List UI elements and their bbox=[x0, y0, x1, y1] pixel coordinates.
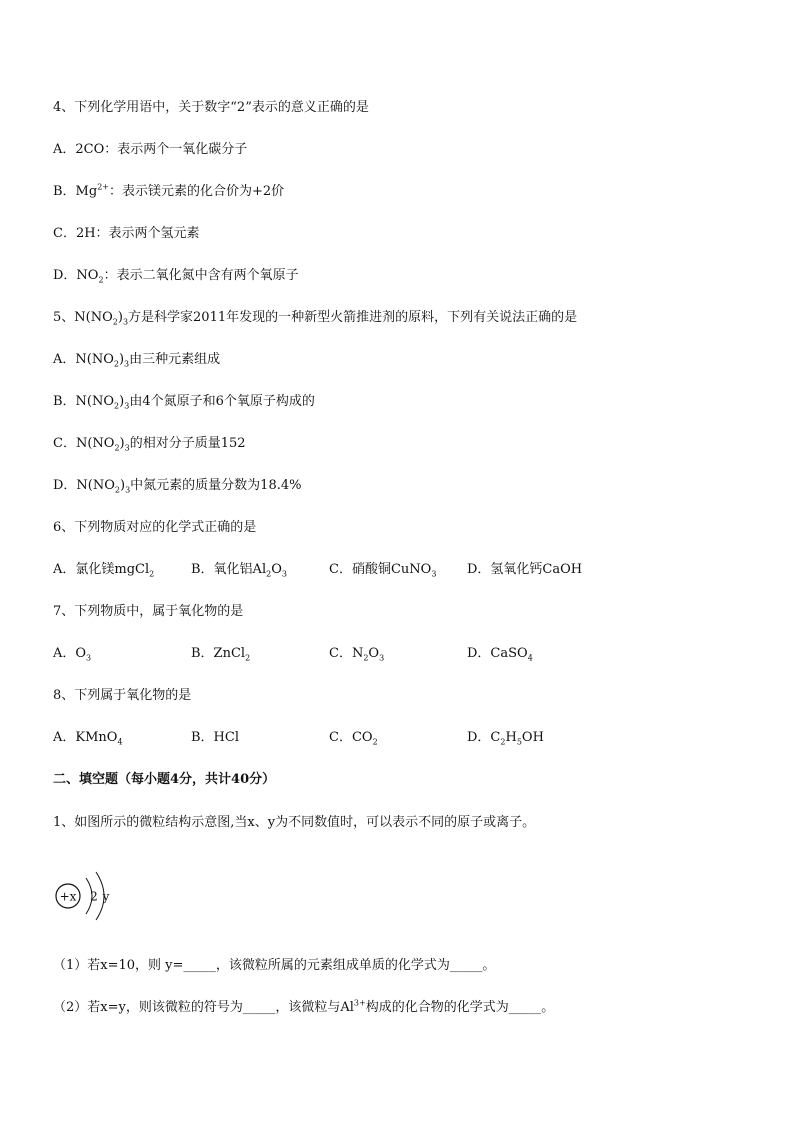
q6-options bbox=[53, 561, 753, 579]
q4-option-d: D．$NO_2$：表示二氧化氮中含有两个氧原子 bbox=[53, 268, 299, 285]
q5-option-b: B．$N(NO_2)_3$由4个氮原子和6个氧原子构成的 bbox=[53, 394, 315, 411]
q8-option-c: C．$CO_2$ bbox=[329, 730, 378, 747]
fill1-part2: （2）若x=y，则该微粒的符号为_____，该微粒与$Al^{3+}$构成的化合物的化学式为_____。 bbox=[53, 998, 555, 1015]
q6-stem: 6、下列物质对应的化学式正确的是 bbox=[53, 520, 257, 535]
q5-option-a: A．$N(NO_2)_3$由三种元素组成 bbox=[53, 352, 221, 369]
q7-options bbox=[53, 645, 753, 663]
fill1-stem: 1、如图所示的微粒结构示意图,当x、y为不同数值时，可以表示不同的原子或离子。 bbox=[53, 815, 536, 830]
q5-option-c: C．$N(NO_2)_3$的相对分子质量152 bbox=[53, 436, 246, 453]
q4-option-a: A．2CO：表示两个一氧化碳分子 bbox=[53, 142, 248, 157]
atom-structure-diagram bbox=[52, 856, 132, 936]
q6-option-d: D．氢氧化钙CaOH bbox=[467, 562, 583, 577]
section-title: 二、填空题（每小题4分，共计40分） bbox=[53, 772, 276, 787]
inner-shell-electrons: 2 bbox=[90, 889, 98, 904]
q8-option-d: D．$C_2H_5OH$ bbox=[467, 730, 544, 747]
q8-option-a: A．KMnO$_4$ bbox=[53, 730, 123, 747]
q7-option-c: C．$N_2O_3$ bbox=[329, 646, 385, 663]
q7-option-b: B．ZnCl$_2$ bbox=[191, 646, 251, 663]
q7-stem: 7、下列物质中，属于氧化物的是 bbox=[53, 604, 244, 619]
q8-option-b: B．HCl bbox=[191, 730, 239, 745]
q4-option-b: B．$Mg^{2+}$：表示镁元素的化合价为+2价 bbox=[53, 182, 285, 199]
fill1-part1: （1）若x=10，则 y=_____，该微粒所属的元素组成单质的化学式为_____。 bbox=[53, 958, 496, 973]
outer-shell-electrons: y bbox=[102, 889, 110, 904]
q7-option-d: D．CaSO$_4$ bbox=[467, 646, 533, 663]
q6-option-a: A．氯化镁mgCl$_2$ bbox=[53, 562, 155, 579]
q7-option-a: A．$O_3$ bbox=[53, 646, 92, 663]
q5-option-d: D．$N(NO_2)_3$中氮元素的质量分数为18.4% bbox=[53, 478, 302, 495]
q4-stem: 4、下列化学用语中，关于数字“2”表示的意义正确的是 bbox=[53, 100, 369, 115]
q8-options bbox=[53, 729, 753, 747]
q6-option-c: C．硝酸铜CuNO$_3$ bbox=[329, 562, 437, 579]
nucleus-label: +x bbox=[59, 889, 77, 904]
q4-option-c: C．2H：表示两个氢元素 bbox=[53, 226, 200, 241]
q6-option-b: B．氧化铝$Al_2O_3$ bbox=[191, 562, 287, 579]
q5-stem: 5、$N(NO_2)_3$方是科学家2011年发现的一种新型火箭推进剂的原料，下列有关说法正确的是 bbox=[53, 310, 578, 327]
q8-stem: 8、下列属于氧化物的是 bbox=[53, 688, 192, 703]
